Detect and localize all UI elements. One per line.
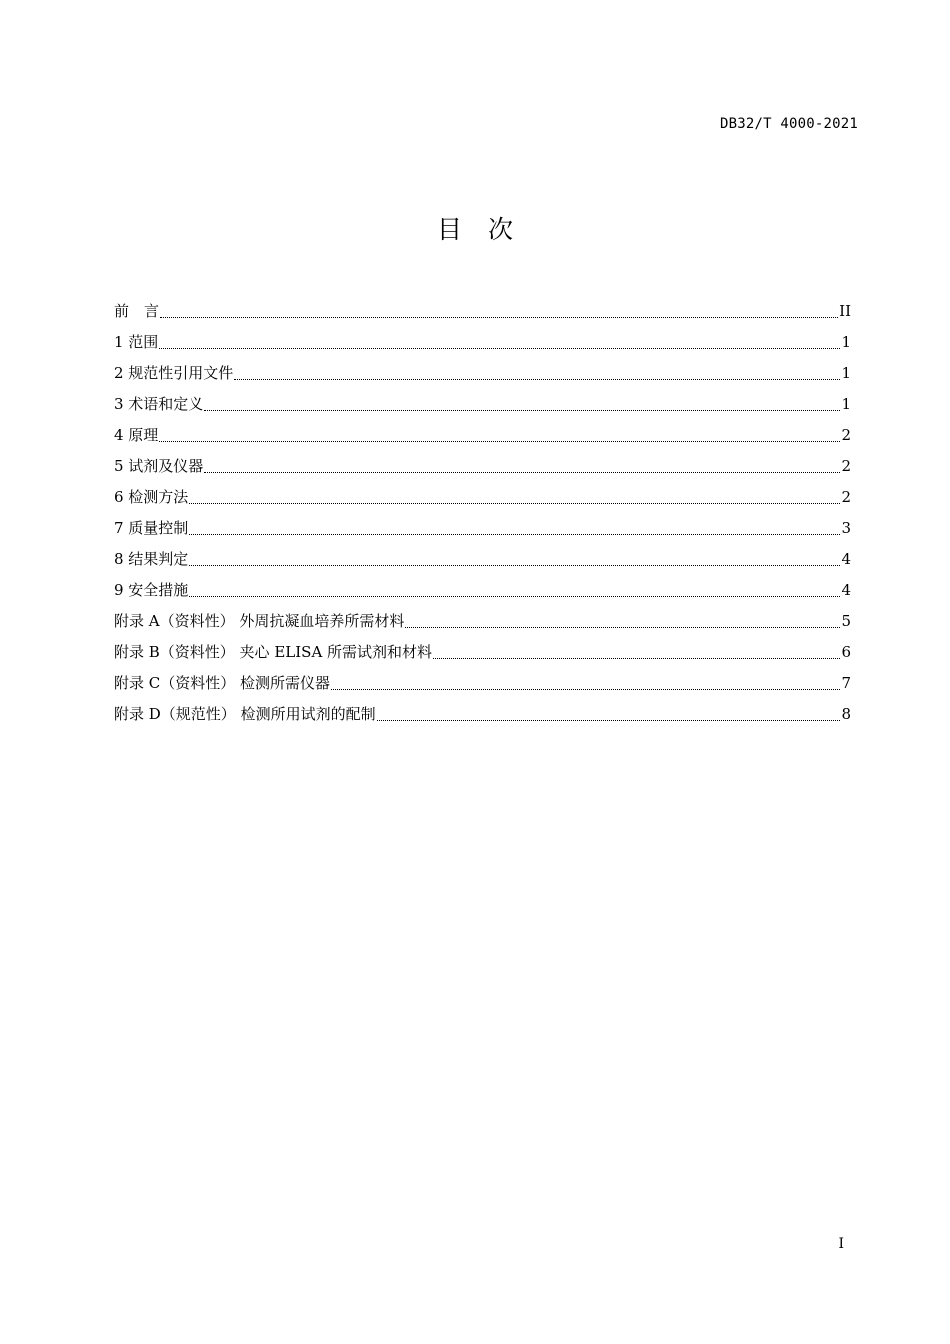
toc-entry-page: 1 — [841, 333, 851, 351]
toc-entry-page: 8 — [841, 705, 851, 723]
toc-entry[interactable] — [114, 420, 851, 451]
toc-entry[interactable] — [114, 668, 851, 699]
toc-entry[interactable] — [114, 451, 851, 482]
standard-code: DB32/T 4000-2021 — [719, 116, 858, 132]
toc-leader-dots — [159, 440, 840, 442]
toc-entry-page: 1 — [841, 364, 851, 382]
toc-leader-dots — [189, 564, 840, 566]
toc-entry-page: 2 — [841, 488, 851, 506]
toc-entry[interactable] — [114, 389, 851, 420]
toc-entry-page: 5 — [841, 612, 851, 630]
page-title — [0, 210, 950, 246]
toc-entry-page: 6 — [841, 643, 851, 661]
toc-entry-label: 附录 D（规范性） 检测所用试剂的配制 — [114, 705, 376, 723]
toc-entry-label: 5 试剂及仪器 — [114, 457, 204, 475]
toc-entry-label: 6 检测方法 — [114, 488, 189, 506]
toc-entry[interactable] — [114, 296, 851, 327]
toc-entry-page: II — [839, 302, 851, 320]
toc-entry-label: 附录 A（资料性） 外周抗凝血培养所需材料 — [114, 612, 405, 630]
toc-entry[interactable] — [114, 327, 851, 358]
toc-leader-dots — [189, 533, 840, 535]
toc-entry[interactable] — [114, 358, 851, 389]
toc-entry-label: 8 结果判定 — [114, 550, 189, 568]
toc-leader-dots — [204, 409, 840, 411]
toc-entry-label: 附录 B（资料性） 夹心 ELISA 所需试剂和材料 — [114, 643, 433, 661]
toc-entry-page: 2 — [841, 426, 851, 444]
table-of-contents — [114, 296, 851, 730]
toc-entry-page: 2 — [841, 457, 851, 475]
page-number: I — [838, 1236, 844, 1252]
toc-entry-label: 前 言 — [114, 302, 160, 320]
toc-leader-dots — [204, 471, 840, 473]
toc-leader-dots — [405, 626, 840, 628]
toc-entry-page: 3 — [841, 519, 851, 537]
toc-entry-page: 4 — [841, 550, 851, 568]
toc-entry[interactable] — [114, 606, 851, 637]
title-char-2: 次 — [488, 215, 514, 244]
toc-leader-dots — [189, 595, 840, 597]
toc-leader-dots — [159, 347, 840, 349]
toc-leader-dots — [377, 719, 841, 721]
toc-entry-label: 附录 C（资料性） 检测所需仪器 — [114, 674, 331, 692]
toc-entry-page: 1 — [841, 395, 851, 413]
title-char-1: 目 — [436, 215, 462, 244]
toc-entry[interactable] — [114, 513, 851, 544]
toc-entry-label: 9 安全措施 — [114, 581, 189, 599]
toc-leader-dots — [433, 657, 840, 659]
toc-entry[interactable] — [114, 637, 851, 668]
toc-entry-page: 4 — [841, 581, 851, 599]
toc-entry[interactable] — [114, 575, 851, 606]
toc-entry-label: 4 原理 — [114, 426, 159, 444]
toc-entry[interactable] — [114, 482, 851, 513]
toc-leader-dots — [331, 688, 840, 690]
toc-entry-label: 7 质量控制 — [114, 519, 189, 537]
toc-leader-dots — [234, 378, 840, 380]
toc-entry-label: 2 规范性引用文件 — [114, 364, 234, 382]
toc-entry[interactable] — [114, 544, 851, 575]
toc-entry-label: 1 范围 — [114, 333, 159, 351]
toc-entry-label: 3 术语和定义 — [114, 395, 204, 413]
toc-entry-page: 7 — [841, 674, 851, 692]
toc-leader-dots — [160, 316, 838, 318]
toc-leader-dots — [189, 502, 840, 504]
toc-entry[interactable] — [114, 699, 851, 730]
